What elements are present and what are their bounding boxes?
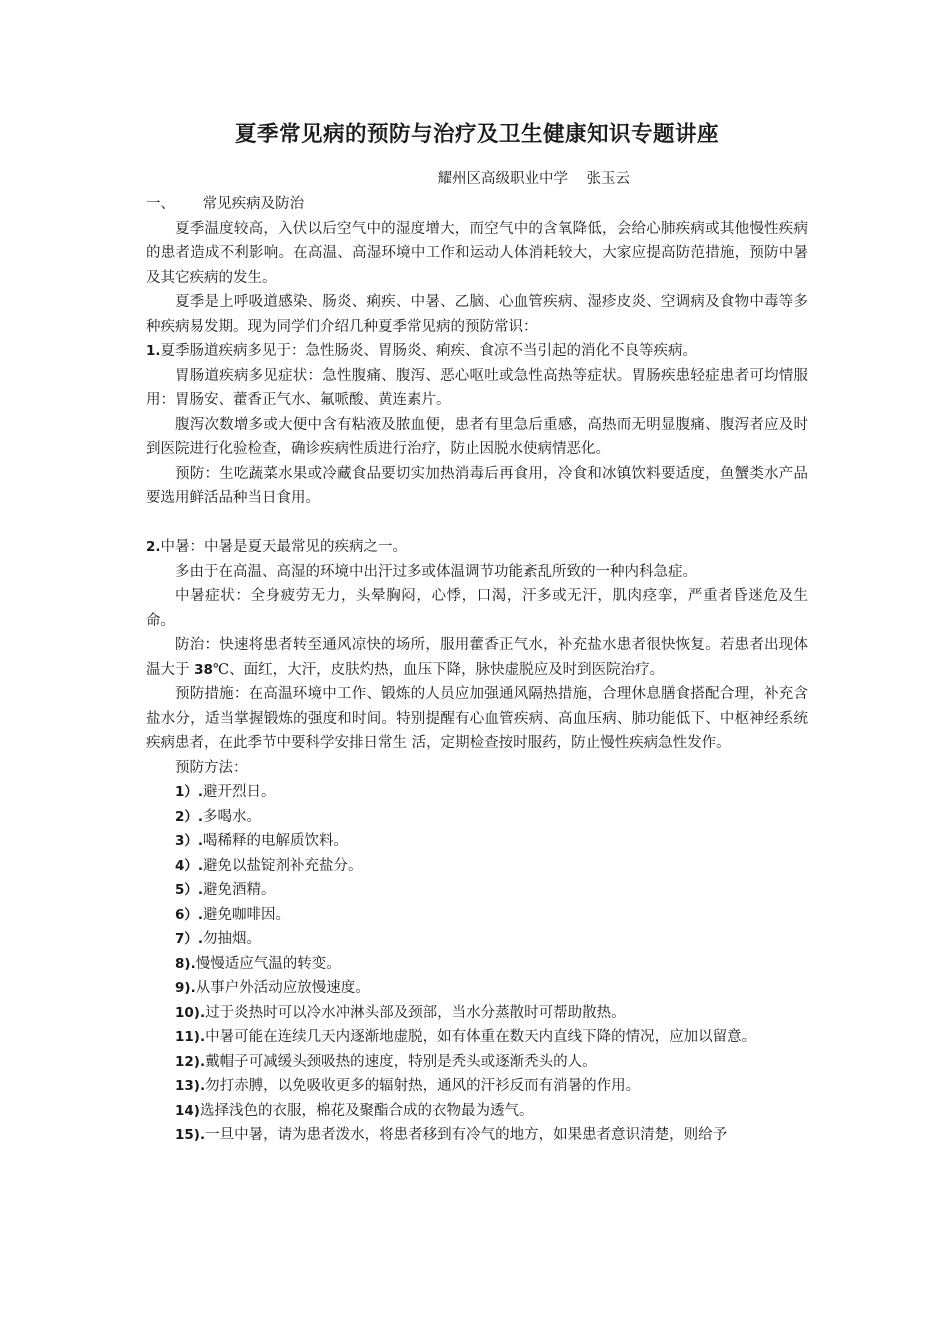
list-number: 13).	[175, 1078, 206, 1094]
list-text: 戴帽子可减缓头颈吸热的速度，特别是秃头或逐渐秃头的人。	[205, 1053, 597, 1070]
list-number: 2）.	[175, 808, 204, 825]
list-item	[146, 1099, 808, 1124]
list-number: 10).	[175, 1004, 206, 1021]
list-item	[146, 829, 808, 854]
blank-line	[146, 511, 808, 536]
list-number: 12).	[175, 1053, 206, 1070]
topic-number: 1.	[146, 343, 161, 359]
list-item	[146, 780, 808, 805]
list-number: 8).	[175, 955, 196, 972]
list-item	[146, 927, 808, 952]
list-text: 从事户外活动应放慢速度。	[195, 980, 370, 996]
list-text: 勿抽烟。	[203, 931, 262, 947]
document-body	[146, 118, 808, 1148]
list-text: 避免咖啡因。	[203, 906, 291, 923]
list-number: 11).	[175, 1029, 206, 1045]
list-number: 3）.	[175, 833, 204, 849]
list-item	[146, 1123, 808, 1148]
treatment-paragraph	[146, 633, 808, 682]
body-paragraph: 多由于在高温、高湿的环境中出汗过多或体温调节功能紊乱所致的一种内科急症。	[175, 563, 697, 580]
topic-heading	[146, 535, 808, 560]
list-number: 15).	[175, 1127, 206, 1143]
list-number: 1）.	[175, 784, 204, 800]
author-byline: 耀州区高级职业中学 张玉云	[437, 171, 630, 187]
topic-number: 2.	[146, 539, 161, 555]
temperature-value: 38	[194, 661, 213, 678]
list-text: 避开烈日。	[203, 784, 276, 800]
body-paragraph: 中暑症状：全身疲劳无力，头晕胸闷，心悸，口渴，汗多或无汗，肌肉痉挛，严重者昏迷危及生命。	[146, 588, 808, 629]
list-item	[146, 878, 808, 903]
treatment-text: 防治：快速将患者转至通风凉快的场所，服用藿香正气水，补充盐水患者很快恢复。若患者出现体温大于	[146, 637, 808, 678]
list-number: 5）.	[175, 882, 204, 898]
body-paragraph: 腹泻次数增多或大便中含有粘液及脓血便，患者有里急后重感，高热而无明显腹痛、腹泻者应及时到医院进行化验检查，确诊疾病性质进行治疗，防止因脱水使病情恶化。	[146, 416, 808, 457]
list-number: 6）.	[175, 906, 204, 923]
body-paragraph: 预防措施：在高温环境中工作、锻炼的人员应加强通风隔热措施，合理休息膳食搭配合理，补充含盐水分，适当掌握锻炼的强度和时间。特别提醒有心血管疾病、高血压病、肺功能低下、中枢神经系统疾病患者，在此季节中要科学安排日常生 活，定期检查按时服药，防止慢性疾病急性发作。	[146, 686, 808, 751]
list-text: 选择浅色的衣服，棉花及聚酯合成的衣物最为透气。	[199, 1102, 534, 1119]
intro-paragraph: 夏季是上呼吸道感染、肠炎、痢疾、中暑、乙脑、心血管疾病、湿疹皮炎、空调病及食物中毒等多种疾病易发期。现为同学们介绍几种夏季常见病的预防常识：	[146, 294, 808, 335]
list-text: 避免以盐锭剂补充盐分。	[203, 857, 363, 874]
body-paragraph: 胃肠道疾病多见症状：急性腹痛、腹泻、恶心呕吐或急性高热等症状。胃肠疾患轻症患者可均情服用：胃肠安、藿香正气水、氟哌酸、黄连素片。	[146, 367, 808, 408]
list-text: 喝稀释的电解质饮料。	[203, 833, 349, 849]
list-item	[146, 976, 808, 1001]
list-item	[146, 952, 808, 977]
list-item	[146, 1050, 808, 1075]
list-text: 过于炎热时可以冷水冲淋头部及颈部，当水分蒸散时可帮助散热。	[205, 1004, 626, 1021]
list-number: 7）.	[175, 931, 204, 947]
document-title: 夏季常见病的预防与治疗及卫生健康知识专题讲座	[234, 122, 719, 147]
methods-label: 预防方法：	[175, 759, 248, 776]
topic-text: 夏季肠道疾病多见于：急性肠炎、胃肠炎、痢疾、食凉不当引起的消化不良等疾病。	[160, 343, 698, 359]
list-number: 14)	[175, 1102, 200, 1119]
list-item	[146, 1025, 808, 1050]
list-item	[146, 903, 808, 928]
list-text: 慢慢适应气温的转变。	[195, 955, 341, 972]
section-number: 一、	[146, 196, 175, 212]
list-text: 多喝水。	[203, 808, 262, 825]
list-item	[146, 854, 808, 879]
list-number: 9).	[175, 980, 196, 996]
topic-text: 中暑：中暑是夏天最常见的疾病之一。	[160, 539, 408, 555]
list-text: 避免酒精。	[203, 882, 276, 898]
list-item	[146, 805, 808, 830]
list-text: 勿打赤膊，以免吸收更多的辐射热，通风的汗衫反而有消暑的作用。	[205, 1078, 641, 1094]
list-number: 4）.	[175, 857, 204, 874]
list-text: 一旦中暑，请为患者泼水，将患者移到有冷气的地方，如果患者意识清楚，则给予	[205, 1127, 728, 1143]
list-item	[146, 1074, 808, 1099]
body-paragraph: 预防：生吃蔬菜水果或冷藏食品要切实加热消毒后再食用，冷食和冰镇饮料要适度，鱼蟹类水产品要选用鲜活品种当日食用。	[146, 465, 808, 506]
treatment-text: ℃、面红，大汗，皮肤灼热，血压下降，脉快虚脱应及时到医院治疗。	[212, 661, 665, 678]
list-item	[146, 1001, 808, 1026]
section-heading	[146, 192, 808, 217]
topic-heading	[146, 339, 808, 364]
section-title: 常见疾病及防治	[202, 196, 305, 212]
intro-paragraph: 夏季温度较高，入伏以后空气中的湿度增大，而空气中的含氧降低，会给心肺疾病或其他慢性疾病的患者造成不利影响。在高温、高湿环境中工作和运动人体消耗较大，大家应提高防范措施，预防中暑及其它疾病的发生。	[146, 220, 808, 286]
list-text: 中暑可能在连续几天内逐渐地虚脱，如有体重在数天内直线下降的情况，应加以留意。	[205, 1029, 757, 1045]
